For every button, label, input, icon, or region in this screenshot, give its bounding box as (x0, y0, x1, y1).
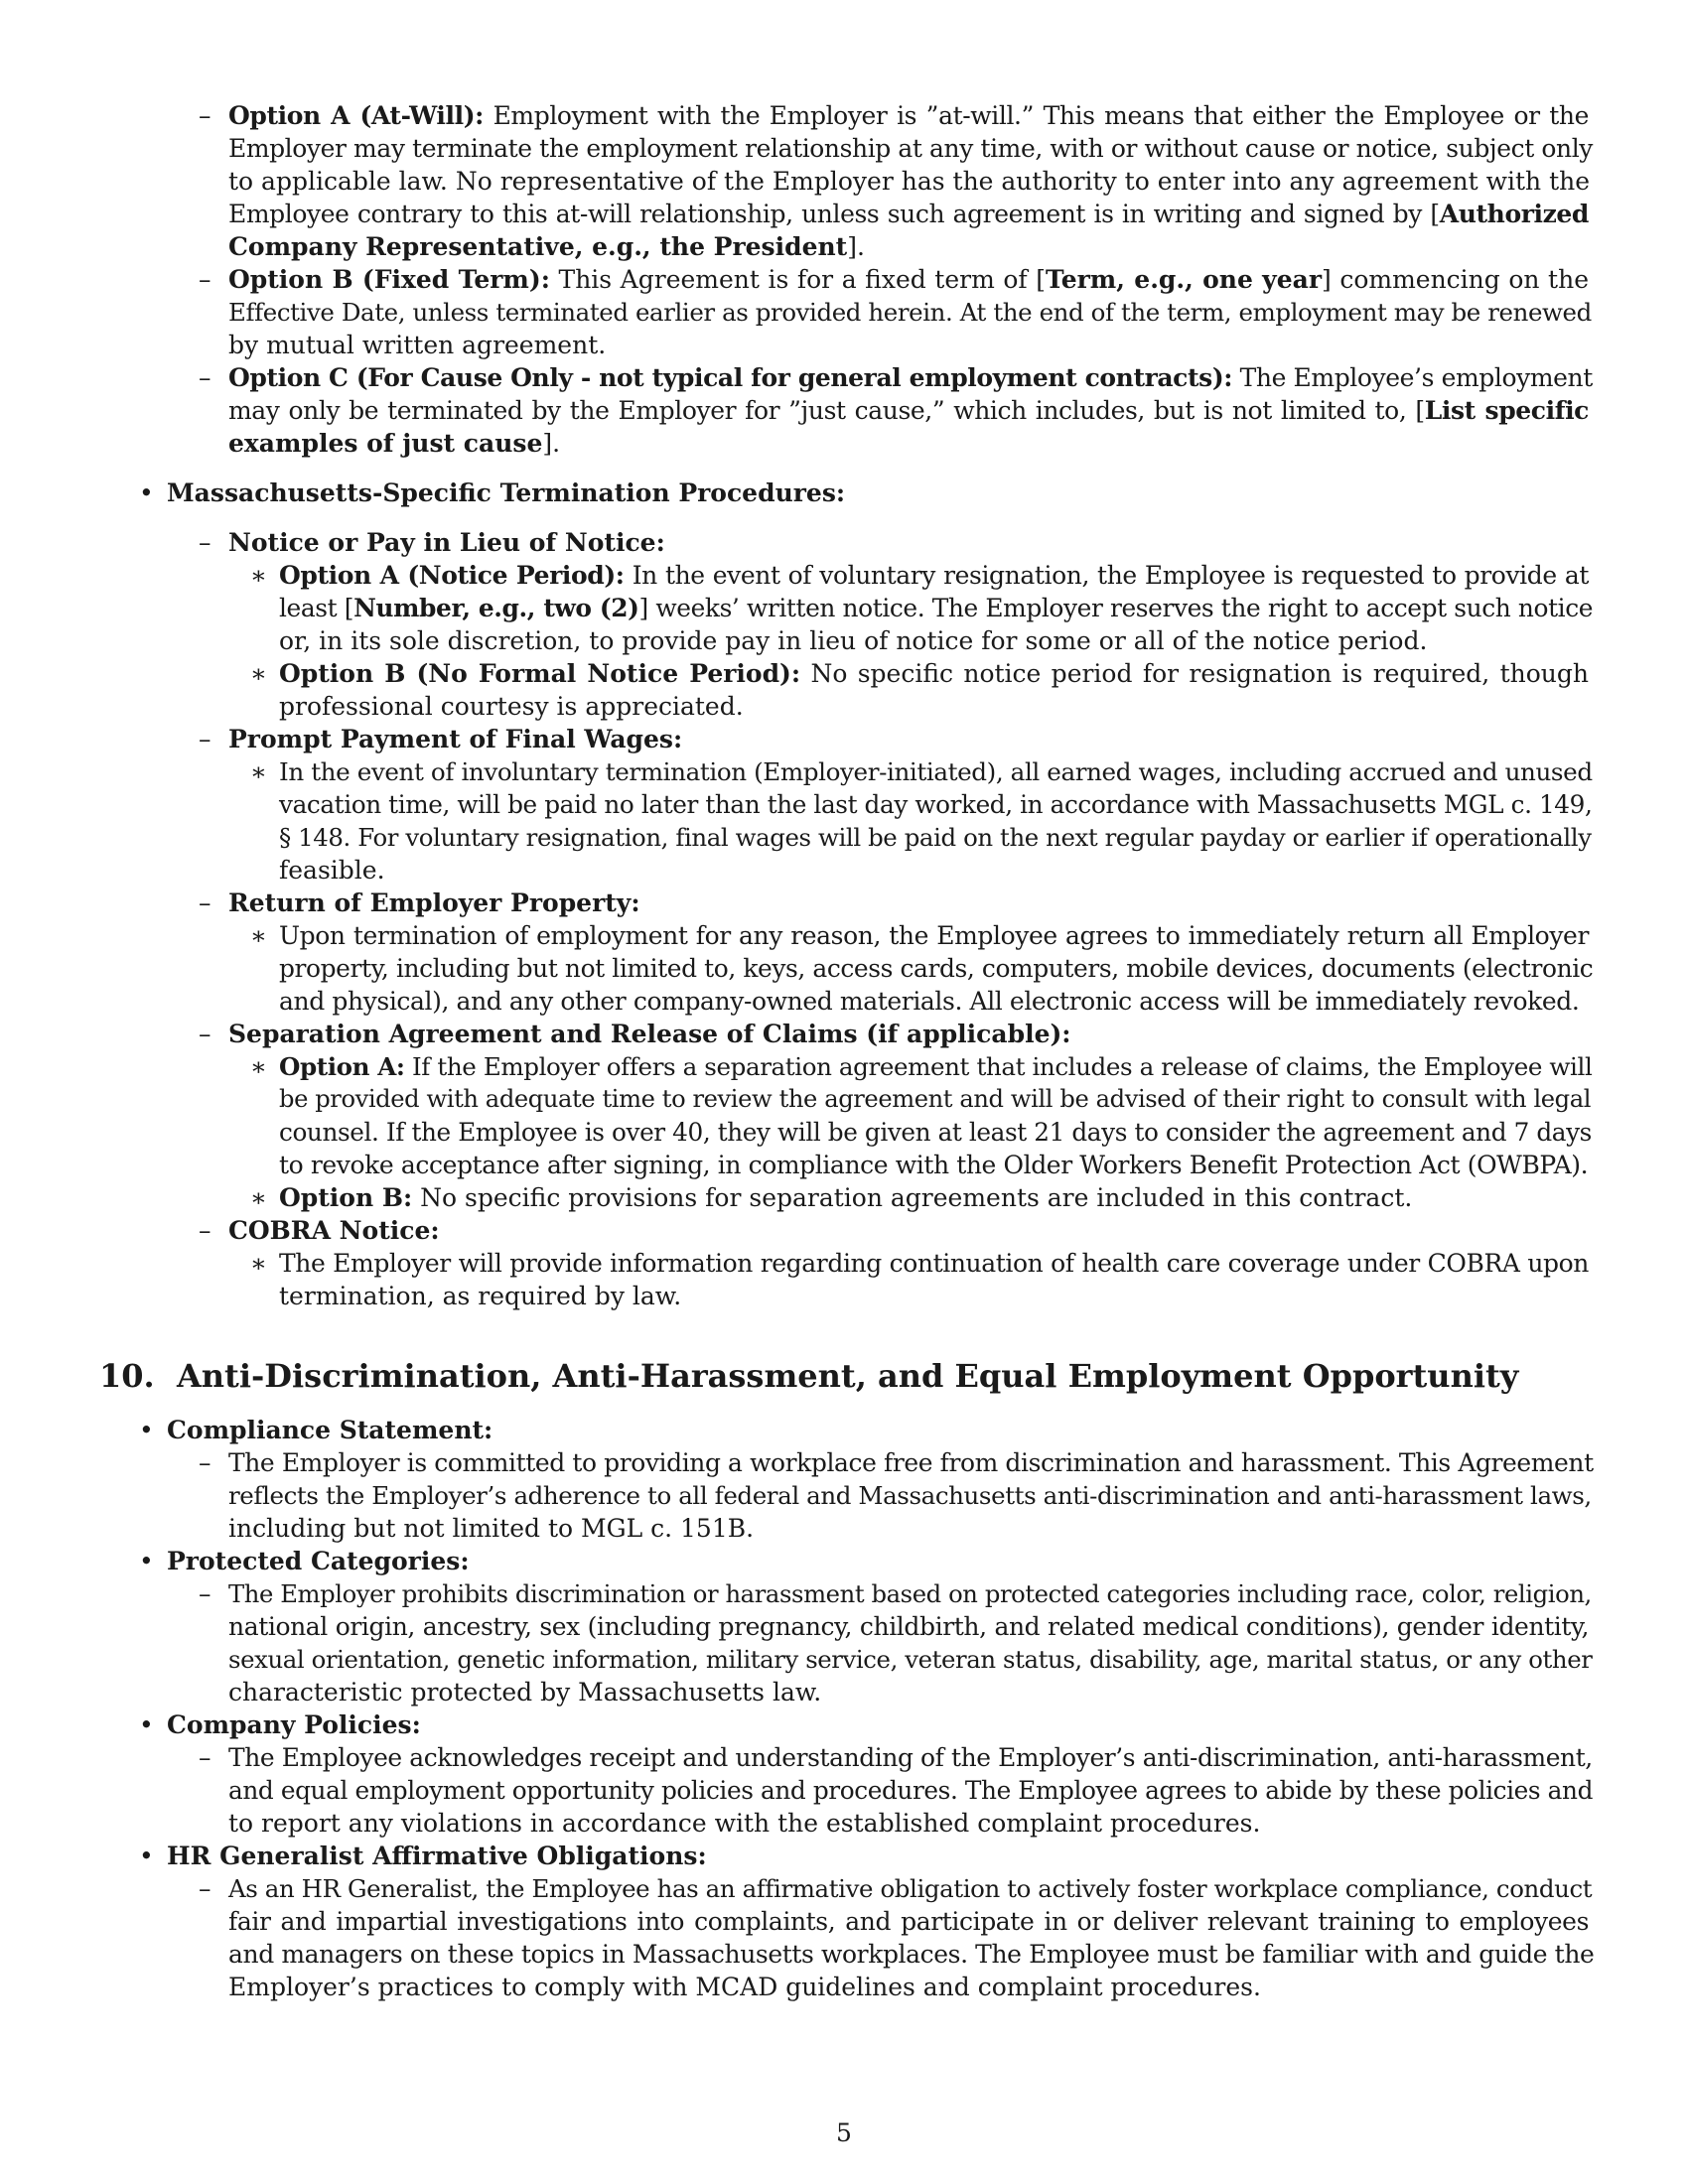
final-wages-line-2: vacation time, will be paid no later than the last day worked, in accordance with Massachusetts MGL c. 149, (279, 790, 1593, 819)
notice-option-a-line-1 (279, 559, 1589, 592)
notice-option-b-line-2: professional courtesy is appreciated. (279, 692, 744, 721)
separation-option-a-line-2: be provided with adequate time to review the agreement and will be advised of their right to consult with legal (279, 1085, 1592, 1113)
option-a-at-will-label: Option A (At-Will): (228, 101, 484, 130)
placeholder-bold: Authorized (1439, 200, 1589, 228)
final-wages-line-3: § 148. For voluntary resignation, final wages will be paid on the next regular payday or earlier if operationally (279, 823, 1592, 852)
compliance-line-2: reflects the Employer’s adherence to all federal and Massachusetts anti-discrimination and anti-harassment laws, (228, 1481, 1592, 1510)
notice-title: Notice or Pay in Lieu of Notice: (228, 528, 665, 557)
separation-option-b-label: Option B: (279, 1183, 413, 1212)
dash-bullet: – (199, 363, 211, 392)
hr-line-2: fair and impartial investigations into complaints, and participate in or deliver relevant training to employees (228, 1907, 1589, 1936)
protected-title: Protected Categories: (167, 1547, 470, 1575)
notice-option-b-label: Option B (No Formal Notice Period): (279, 659, 801, 688)
final-wages-line-4: feasible. (279, 856, 385, 885)
compliance-title: Compliance Statement: (167, 1416, 493, 1444)
placeholder-bold: List specific (1424, 396, 1590, 425)
option-c-cause-line-3 (228, 427, 560, 460)
text: No specific notice period for resignation is required, though (810, 659, 1589, 688)
notice-option-a-label: Option A (Notice Period): (279, 561, 625, 590)
final-wages-title: Prompt Payment of Final Wages: (228, 725, 683, 753)
property-line-2: property, including but not limited to, keys, access cards, computers, mobile devices, documents (electronic (279, 954, 1594, 983)
protected-line-3: sexual orientation, genetic information, military service, veteran status, disability, age, marital status, or any other (228, 1645, 1593, 1674)
dash-bullet: – (199, 1579, 211, 1608)
final-wages-line-1: In the event of involuntary termination (Employer-initiated), all earned wages, including accrued and unused (279, 757, 1593, 786)
section-title: Anti-Discrimination, Anti-Harassment, and Equal Employment Opportunity (176, 1357, 1519, 1395)
policies-line-3: to report any violations in accordance with the established complaint procedures. (228, 1809, 1261, 1838)
dash-bullet: – (199, 888, 211, 917)
option-b-fixed-line-1 (228, 263, 1589, 296)
protected-line-4: characteristic protected by Massachusetts law. (228, 1678, 822, 1706)
policies-line-2: and equal employment opportunity policies and procedures. The Employee agrees to abide by these policies and (228, 1776, 1594, 1805)
dash-bullet: – (199, 265, 211, 294)
text: ]. (847, 232, 865, 261)
ma-procedures-title: Massachusetts-Specific Termination Procedures: (167, 478, 846, 507)
option-a-at-will-line-4 (228, 198, 1589, 230)
text: ] commencing on the (1322, 265, 1590, 294)
option-c-cause-line-2 (228, 394, 1589, 427)
text: The Employee’s employment (1239, 363, 1593, 392)
compliance-line-1: The Employer is committed to providing a workplace free from discrimination and harassment. This Agreement (228, 1448, 1594, 1477)
bullet-dot: • (139, 1842, 154, 1870)
policies-title: Company Policies: (167, 1710, 421, 1739)
dash-bullet: – (199, 1216, 211, 1245)
dash-bullet: – (199, 725, 211, 753)
text: Employee contrary to this at-will relationship, unless such agreement is in writing and signed by [ (228, 200, 1440, 228)
text: Employment with the Employer is ”at-will.” This means that either the Employee or the (492, 101, 1590, 130)
separation-option-a-line-3: counsel. If the Employee is over 40, they will be given at least 21 days to consider the agreement and 7 days (279, 1118, 1592, 1147)
dash-bullet: – (199, 1020, 211, 1048)
text: may only be terminated by the Employer for ”just cause,” which includes, but is not limited to, [ (228, 396, 1425, 425)
placeholder-bold: Company Representative, e.g., the President (228, 232, 848, 261)
text: least [ (279, 594, 354, 622)
notice-option-a-line-2 (279, 592, 1594, 624)
dash-bullet: – (199, 1448, 211, 1477)
text: This Agreement is for a fixed term of [ (558, 265, 1046, 294)
property-line-3: and physical), and any other company-owned materials. All electronic access will be immediately revoked. (279, 987, 1580, 1016)
section-10-heading (99, 1356, 1518, 1396)
option-c-cause-line-1 (228, 361, 1593, 394)
bullet-dot: • (139, 478, 154, 507)
dash-bullet: – (199, 101, 211, 130)
star-bullet: ∗ (250, 1052, 267, 1081)
star-bullet: ∗ (250, 561, 267, 590)
placeholder-bold: Number, e.g., two (2) (353, 594, 639, 622)
placeholder-bold: examples of just cause (228, 429, 543, 458)
section-number: 10. (99, 1357, 155, 1395)
text: ] weeks’ written notice. The Employer reserves the right to accept such notice (638, 594, 1594, 622)
text: No specific provisions for separation agreements are included in this contract. (420, 1183, 1413, 1212)
text: If the Employer offers a separation agreement that includes a release of claims, the Employee will (412, 1052, 1593, 1081)
dash-bullet: – (199, 1874, 211, 1903)
hr-line-3: and managers on these topics in Massachusetts workplaces. The Employee must be familiar with and guide the (228, 1940, 1595, 1969)
property-title: Return of Employer Property: (228, 888, 640, 917)
bullet-dot: • (139, 1710, 154, 1739)
text: ]. (542, 429, 561, 458)
protected-line-1: The Employer prohibits discrimination or harassment based on protected categories including race, color, religion, (228, 1579, 1592, 1608)
notice-option-a-line-3: or, in its sole discretion, to provide pay in lieu of notice for some or all of the notice period. (279, 626, 1428, 655)
star-bullet: ∗ (250, 1183, 267, 1212)
property-line-1: Upon termination of employment for any reason, the Employee agrees to immediately return all Employer (279, 921, 1589, 950)
star-bullet: ∗ (250, 659, 267, 688)
hr-title: HR Generalist Affirmative Obligations: (167, 1842, 707, 1870)
option-a-at-will-line-2: Employer may terminate the employment relationship at any time, with or without cause or notice, subject only (228, 134, 1593, 163)
cobra-line-2: termination, as required by law. (279, 1282, 682, 1310)
bullet-dot: • (139, 1547, 154, 1575)
separation-option-b-line-1 (279, 1181, 1412, 1214)
option-c-cause-label: Option C (For Cause Only - not typical for general employment contracts): (228, 363, 1233, 392)
option-b-fixed-label: Option B (Fixed Term): (228, 265, 550, 294)
protected-line-2: national origin, ancestry, sex (including pregnancy, childbirth, and related medical conditions), gender identity, (228, 1612, 1589, 1641)
separation-option-a-line-1 (279, 1050, 1593, 1083)
policies-line-1: The Employee acknowledges receipt and understanding of the Employer’s anti-discrimination, anti-harassment, (228, 1743, 1593, 1772)
option-a-at-will-line-5 (228, 230, 865, 263)
option-a-at-will-line-3: to applicable law. No representative of the Employer has the authority to enter into any agreement with the (228, 167, 1591, 196)
star-bullet: ∗ (250, 921, 267, 950)
dash-bullet: – (199, 528, 211, 557)
option-b-fixed-line-2: Effective Date, unless terminated earlier as provided herein. At the end of the term, employment may be renewed (228, 298, 1592, 327)
text: In the event of voluntary resignation, the Employee is requested to provide at (632, 561, 1589, 590)
compliance-line-3: including but not limited to MGL c. 151B. (228, 1514, 755, 1543)
star-bullet: ∗ (250, 1249, 267, 1278)
cobra-title: COBRA Notice: (228, 1216, 440, 1245)
option-b-fixed-line-3: by mutual written agreement. (228, 331, 607, 359)
hr-line-1: As an HR Generalist, the Employee has an affirmative obligation to actively foster workplace compliance, conduct (228, 1874, 1593, 1903)
cobra-line-1: The Employer will provide information regarding continuation of health care coverage under COBRA upon (279, 1249, 1589, 1278)
separation-option-a-label: Option A: (279, 1052, 405, 1081)
hr-line-4: Employer’s practices to comply with MCAD guidelines and complaint procedures. (228, 1973, 1261, 2001)
bullet-dot: • (139, 1416, 154, 1444)
separation-title: Separation Agreement and Release of Claims (if applicable): (228, 1020, 1071, 1048)
notice-option-b-line-1 (279, 657, 1589, 690)
placeholder-bold: Term, e.g., one year (1046, 265, 1322, 294)
page-number: 5 (836, 2118, 852, 2147)
option-a-at-will-line-1 (228, 99, 1589, 132)
dash-bullet: – (199, 1743, 211, 1772)
star-bullet: ∗ (250, 757, 267, 786)
separation-option-a-line-4: to revoke acceptance after signing, in compliance with the Older Workers Benefit Protection Act (OWBPA). (279, 1151, 1589, 1179)
